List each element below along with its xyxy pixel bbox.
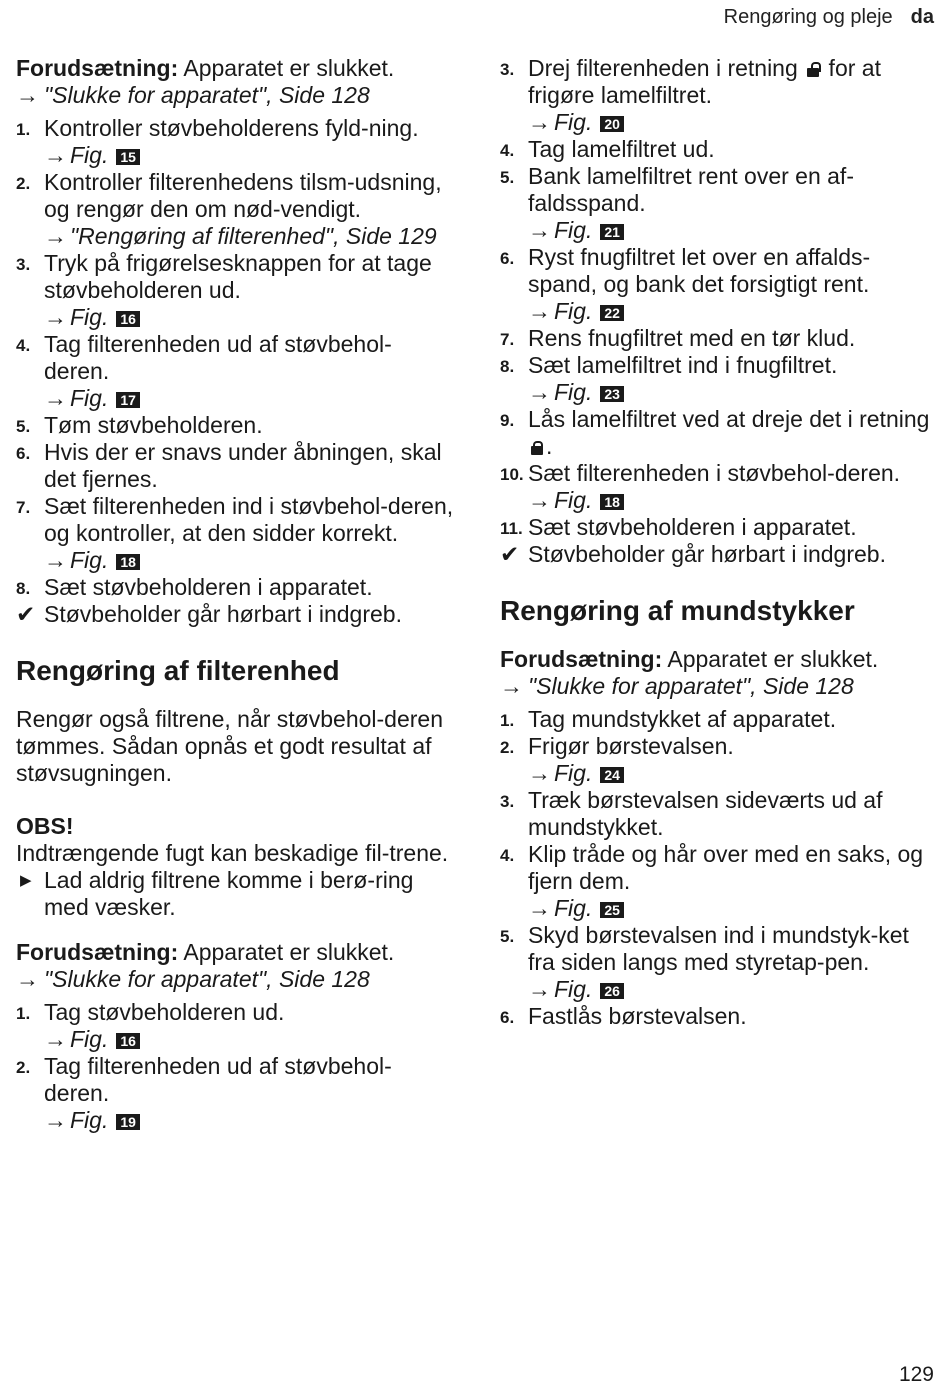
prerequisite: Forudsætning: Apparatet er slukket. [16, 939, 395, 965]
step-number: 7. [16, 498, 31, 517]
step-number: 6. [500, 249, 515, 268]
step-item [16, 250, 456, 331]
figure-number-badge: 17 [116, 392, 140, 408]
lock-icon [531, 441, 543, 455]
step-item [500, 136, 936, 163]
step-text: Tag filterenheden ud af støvbehol-deren. [44, 1053, 392, 1106]
step-text: Lås lamelfiltret ved at dreje det i retning . [528, 406, 930, 459]
step-item [500, 406, 936, 460]
step-number: 6. [16, 444, 31, 463]
cross-reference[interactable]: → "Slukke for apparatet", Side 128 [500, 673, 854, 699]
warning-title: OBS! [16, 813, 74, 839]
left-column [16, 55, 456, 1134]
fig-label: Fig. [554, 895, 593, 921]
check-icon: ✔ [16, 601, 36, 627]
figure-number-badge: 24 [600, 767, 624, 783]
figure-number-badge: 21 [600, 224, 624, 240]
bullet-icon: ▶ [20, 872, 32, 889]
check-icon: ✔ [500, 541, 520, 567]
prerequisite: Forudsætning: Apparatet er slukket. [500, 646, 879, 672]
page-header [724, 6, 934, 29]
step-number: 1. [16, 120, 31, 139]
step-text: Rens fnugfiltret med en tør klud. [528, 325, 856, 351]
step-text: Kontroller støvbeholderens fyld-ning. [44, 115, 419, 141]
step-number: 2. [500, 738, 515, 757]
step-number: 5. [500, 168, 515, 187]
figure-number-badge: 22 [600, 305, 624, 321]
step-item [16, 574, 456, 601]
step-list [16, 115, 456, 601]
step-item [16, 169, 456, 250]
fig-label: Fig. [70, 142, 109, 168]
fig-label: Fig. [70, 547, 109, 573]
arrow-icon: → [44, 1107, 67, 1133]
lock-body [807, 68, 819, 77]
step-number: 5. [16, 417, 31, 436]
step-number: 2. [16, 174, 31, 193]
fig-label: Fig. [70, 385, 109, 411]
step-item [16, 331, 456, 412]
cross-reference[interactable]: → "Slukke for apparatet", Side 128 [16, 966, 370, 992]
cross-reference[interactable]: → "Slukke for apparatet", Side 128 [16, 82, 370, 108]
step-item [16, 115, 456, 169]
fig-label: Fig. [554, 217, 593, 243]
arrow-icon: → [528, 895, 551, 921]
figure-reference[interactable] [44, 547, 456, 574]
step-item [500, 787, 936, 841]
step-text: Fastlås børstevalsen. [528, 1003, 747, 1029]
fig-label: Fig. [554, 487, 593, 513]
step-number: 11. [500, 519, 523, 538]
figure-number-badge: 15 [116, 149, 140, 165]
step-number: 4. [500, 846, 515, 865]
step-item [500, 841, 936, 922]
figure-reference[interactable] [44, 142, 456, 169]
step-item [500, 163, 936, 244]
step-item [500, 460, 936, 514]
step-text: Tryk på frigørelsesknappen for at tage støvbeholderen ud. [44, 250, 432, 303]
step-number: 4. [500, 141, 515, 160]
arrow-icon: → [528, 487, 551, 513]
arrow-icon: → [528, 109, 551, 135]
fig-label: Fig. [554, 109, 593, 135]
step-text: Tag mundstykket af apparatet. [528, 706, 837, 732]
step-text: Tag filterenheden ud af støvbehol-deren. [44, 331, 392, 384]
step-text: Sæt filterenheden ind i støvbehol-deren, og kontroller, at den sidder korrekt. [44, 493, 454, 546]
fig-label: Fig. [554, 976, 593, 1002]
fig-label: Fig. [70, 1026, 109, 1052]
figure-reference[interactable] [528, 487, 936, 514]
figure-number-badge: 26 [600, 983, 624, 999]
step-number: 3. [500, 60, 515, 79]
step-number: 3. [500, 792, 515, 811]
step-number: 5. [500, 927, 515, 946]
step-list [16, 999, 456, 1134]
arrow-icon: → [528, 217, 551, 243]
warning-bullet: ▶ Lad aldrig filtrene komme i berø-ring med væsker. [20, 867, 414, 920]
step-text: Frigør børstevalsen. [528, 733, 734, 759]
section-heading: Rengøring af filterenhed [16, 655, 340, 686]
step-text: Klip tråde og hår over med en saks, og fjern dem. [528, 841, 924, 894]
figure-number-badge: 20 [600, 116, 624, 132]
step-item [500, 922, 936, 1003]
step-item [500, 244, 936, 325]
arrow-icon: → [44, 223, 67, 249]
step-item [500, 55, 936, 136]
figure-reference[interactable] [528, 298, 936, 325]
step-item [500, 514, 936, 541]
warning-box [16, 813, 456, 921]
arrow-icon: → [528, 379, 551, 405]
step-item [16, 493, 456, 574]
lock-body [531, 446, 543, 455]
step-item [500, 325, 936, 352]
cross-reference[interactable] [44, 223, 456, 250]
step-item [16, 1053, 456, 1134]
page-number: 129 [898, 1363, 934, 1386]
figure-number-badge: 19 [116, 1114, 140, 1130]
arrow-icon: → [528, 760, 551, 786]
step-number: 1. [16, 1004, 31, 1023]
step-text: Ryst fnugfiltret let over en affalds-spand, og bank det forsigtigt rent. [528, 244, 871, 297]
step-text: Bank lamelfiltret rent over en af-faldsspand. [528, 163, 854, 216]
fig-label: Fig. [554, 760, 593, 786]
step-text: Drej filterenheden i retning for at frigøre lamelfiltret. [528, 55, 881, 108]
figure-reference[interactable] [528, 217, 936, 244]
prerequisite: Forudsætning: Apparatet er slukket. [16, 55, 395, 81]
figure-number-badge: 16 [116, 1033, 140, 1049]
section-heading: Rengøring af mundstykker [500, 595, 855, 626]
step-list [500, 55, 936, 541]
step-text: Hvis der er snavs under åbningen, skal det fjernes. [44, 439, 442, 492]
step-item [500, 1003, 936, 1030]
step-text: Tag støvbeholderen ud. [44, 999, 285, 1025]
right-column [500, 55, 936, 1030]
step-number: 1. [500, 711, 515, 730]
step-number: 10. [500, 465, 524, 484]
arrow-icon: → [16, 82, 39, 108]
figure-reference[interactable] [528, 976, 936, 1003]
step-text: Sæt støvbeholderen i apparatet. [44, 574, 373, 600]
step-number: 8. [500, 357, 515, 376]
unlock-icon [807, 63, 819, 77]
step-text: Sæt støvbeholderen i apparatet. [528, 514, 857, 540]
step-text: Sæt lamelfiltret ind i fnugfiltret. [528, 352, 838, 378]
step-number: 9. [500, 411, 515, 430]
step-item [16, 999, 456, 1053]
result: ✔ Støvbeholder går hørbart i indgreb. [500, 541, 886, 567]
step-item [500, 706, 936, 733]
arrow-icon: → [44, 1026, 67, 1052]
figure-reference[interactable] [528, 895, 936, 922]
header-section: Rengøring og pleje [723, 6, 893, 28]
fig-label: Fig. [70, 1107, 109, 1133]
arrow-icon: → [44, 304, 67, 330]
step-item [16, 439, 456, 493]
figure-number-badge: 25 [600, 902, 624, 918]
figure-number-badge: 18 [116, 554, 140, 570]
figure-reference[interactable] [528, 379, 936, 406]
step-text: Kontroller filterenhedens tilsm-udsning, og rengør den om nød-vendigt. [44, 169, 442, 222]
figure-reference[interactable] [44, 1026, 456, 1053]
step-text: Træk børstevalsen sideværts ud af mundstykket. [528, 787, 883, 840]
figure-reference[interactable] [44, 1107, 456, 1134]
figure-number-badge: 18 [600, 494, 624, 510]
arrow-icon: → [16, 966, 39, 992]
result: ✔ Støvbeholder går hørbart i indgreb. [16, 601, 402, 627]
step-number: 6. [500, 1008, 515, 1027]
arrow-icon: → [44, 547, 67, 573]
intro-text: Rengør også filtrene, når støvbehol-deren tømmes. Sådan opnås et godt resultat af støvsugningen. [16, 706, 443, 786]
step-item [16, 412, 456, 439]
figure-reference[interactable] [528, 760, 936, 787]
arrow-icon: → [44, 142, 67, 168]
step-text: Tøm støvbeholderen. [44, 412, 263, 438]
figure-reference[interactable] [44, 304, 456, 331]
warning-text: Indtrængende fugt kan beskadige fil-trene. [16, 840, 449, 866]
step-number: 7. [500, 330, 515, 349]
figure-reference[interactable] [528, 109, 936, 136]
reference-text: "Rengøring af filterenhed", Side 129 [70, 223, 437, 249]
arrow-icon: → [528, 976, 551, 1002]
step-text: Sæt filterenheden i støvbehol-deren. [528, 460, 901, 486]
arrow-icon: → [500, 673, 523, 699]
step-item [500, 733, 936, 787]
step-number: 2. [16, 1058, 31, 1077]
step-number: 4. [16, 336, 31, 355]
arrow-icon: → [528, 298, 551, 324]
arrow-icon: → [44, 385, 67, 411]
step-text: Tag lamelfiltret ud. [528, 136, 715, 162]
fig-label: Fig. [554, 379, 593, 405]
step-text: Skyd børstevalsen ind i mundstyk-ket fra siden langs med styretap-pen. [528, 922, 909, 975]
header-language: da [910, 6, 934, 28]
step-item [500, 352, 936, 406]
fig-label: Fig. [554, 298, 593, 324]
step-number: 8. [16, 579, 31, 598]
step-list [500, 706, 936, 1030]
fig-label: Fig. [70, 304, 109, 330]
figure-reference[interactable] [44, 385, 456, 412]
step-number: 3. [16, 255, 31, 274]
figure-number-badge: 23 [600, 386, 624, 402]
figure-number-badge: 16 [116, 311, 140, 327]
